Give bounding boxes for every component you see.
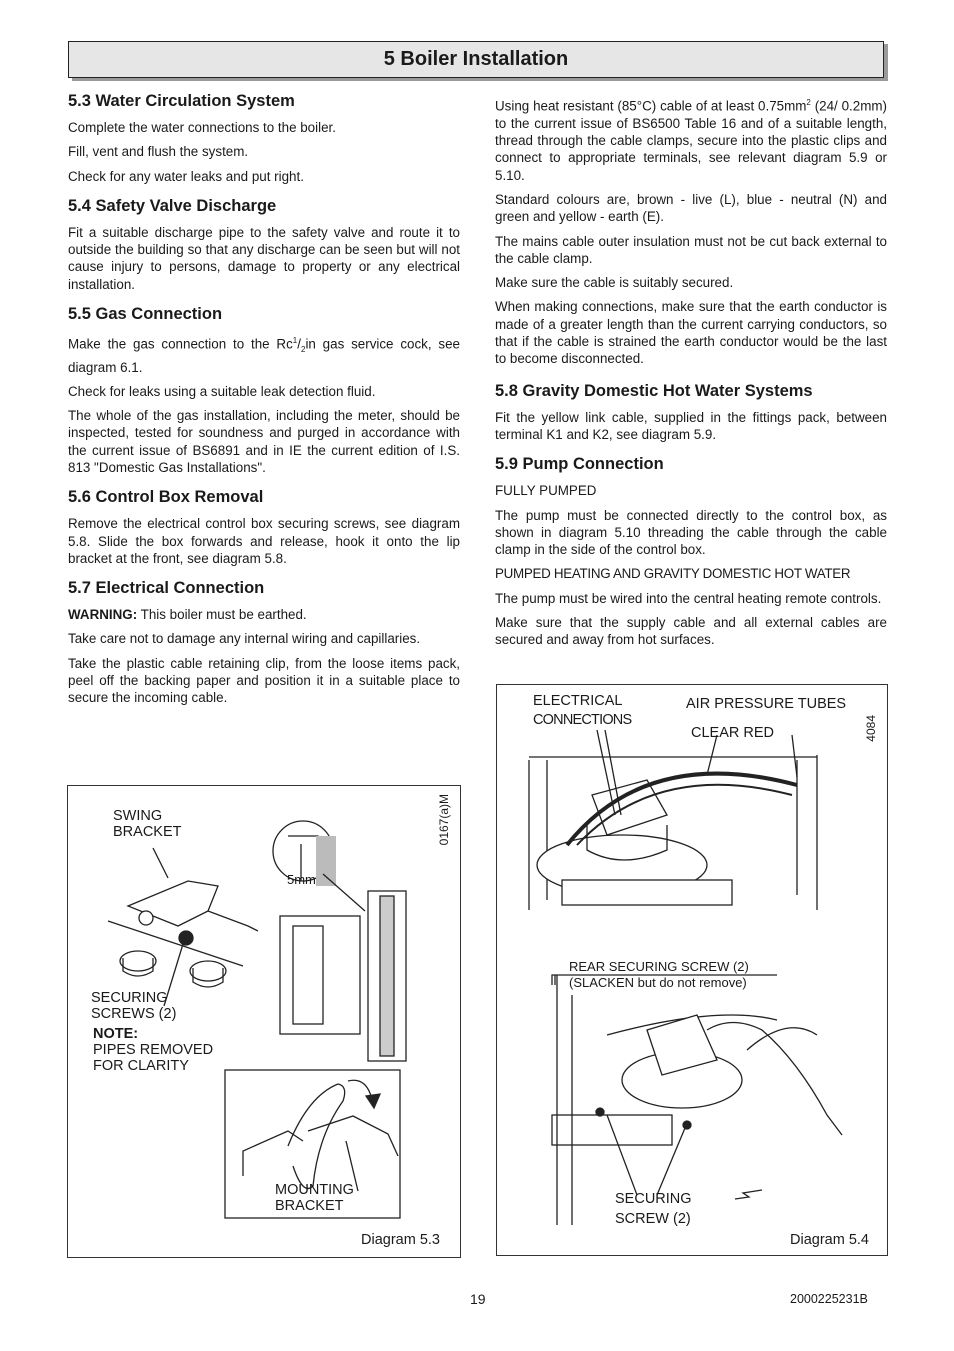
section-heading: 5.7 Electrical Connection <box>68 579 265 598</box>
diagram-ref: 0167(a)M <box>437 794 451 846</box>
warning-paragraph <box>68 606 460 623</box>
paragraph: Fit the yellow link cable, supplied in the fittings pack, between terminal K1 and K2, see diagram 5.9. <box>495 409 887 442</box>
label-clear-red: CLEAR RED <box>691 725 774 741</box>
label-line: REAR SECURING SCREW (2) <box>569 959 749 974</box>
paragraph: Fill, vent and flush the system. <box>68 144 249 160</box>
label-line: CONNECTIONS <box>533 712 632 728</box>
label-line: BRACKET <box>113 824 182 840</box>
section-5-6 <box>68 488 460 567</box>
label-electrical-connections <box>533 693 631 728</box>
text: in gas service cock, see diagram 6.1. <box>68 336 460 375</box>
label-5mm: 5mm <box>287 872 316 887</box>
paragraph: The pump must be wired into the central heating remote controls. <box>495 590 882 606</box>
paragraph: Check for leaks using a suitable leak detection fluid. <box>68 383 376 399</box>
label-line: PIPES REMOVED <box>93 1042 214 1058</box>
paragraph: The mains cable outer insulation must not be cut back external to the cable clamp. <box>495 233 887 266</box>
label-line: FOR CLARITY <box>93 1058 189 1074</box>
label-line: BRACKET <box>275 1198 344 1214</box>
paragraph: Make sure the cable is suitably secured. <box>495 275 734 291</box>
page-number: 19 <box>470 1291 486 1307</box>
section-5-8 <box>495 382 887 444</box>
paragraph: Take care not to damage any internal wiring and capillaries. <box>68 631 421 647</box>
label-rear-securing-screw <box>569 959 749 991</box>
diagram-5-4 <box>496 684 888 1256</box>
paragraph: PUMPED HEATING AND GRAVITY DOMESTIC HOT WATER <box>495 566 851 582</box>
paragraph: Check for any water leaks and put right. <box>68 168 304 184</box>
section-heading: 5.3 Water Circulation System <box>68 92 295 110</box>
superscript: 1 <box>292 336 298 346</box>
section-heading: 5.5 Gas Connection <box>68 305 223 324</box>
label-line: SCREWS (2) <box>91 1006 177 1022</box>
warning-text: This boiler must be earthed. <box>137 607 307 623</box>
subscript: 2 <box>300 345 306 355</box>
paragraph: The pump must be connected directly to the control box, as shown in diagram 5.10 threading the cable through the cable clamp in the side of the control box. <box>495 507 887 558</box>
paragraph: Remove the electrical control box securing screws, see diagram 5.8. Slide the box forwards and release, hook it onto the lip bracket at the front, see diagram 5.8. <box>68 516 460 566</box>
label-line: SCREW (2) <box>615 1211 691 1227</box>
page-title: 5 Boiler Installation <box>383 48 569 70</box>
right-column <box>495 94 887 661</box>
label-line: SECURING <box>91 990 168 1006</box>
text: Make the gas connection to the Rc <box>68 336 293 352</box>
label-line: SECURING <box>615 1191 692 1207</box>
paragraph: FULLY PUMPED <box>495 483 597 499</box>
label-securing-screws <box>91 990 176 1022</box>
section-5-5 <box>68 305 460 476</box>
section-heading: 5.8 Gravity Domestic Hot Water Systems <box>495 381 813 400</box>
section-5-7 <box>68 579 460 706</box>
section-heading: 5.4 Safety Valve Discharge <box>68 196 277 215</box>
text: / <box>297 336 301 352</box>
paragraph: Complete the water connections to the boiler. <box>68 120 336 135</box>
label-mounting-bracket <box>275 1182 354 1214</box>
section-5-3 <box>68 92 460 185</box>
paragraph: Take the plastic cable retaining clip, from the loose items pack, peel off the backing paper and position it in a suitable place to secure the incoming cable. <box>68 655 460 706</box>
diagram-caption: Diagram 5.3 <box>361 1232 440 1248</box>
label-air-pressure-tubes: AIR PRESSURE TUBES <box>686 696 847 712</box>
label-line: MOUNTING <box>275 1182 354 1198</box>
paragraph: Fit a suitable discharge pipe to the safety valve and route it to outside the building so that any discharge can be seen but will not cause injury to persons, damage to property or any electrical installation. <box>68 224 460 292</box>
section-heading: 5.6 Control Box Removal <box>68 488 264 507</box>
label-line: ELECTRICAL <box>533 693 623 709</box>
diagram-caption: Diagram 5.4 <box>790 1232 869 1248</box>
section-5-4 <box>68 197 460 293</box>
section-5-9 <box>495 455 887 648</box>
text: Using heat resistant (85°C) cable of at least 0.75mm <box>495 98 807 114</box>
page-title-box <box>68 41 884 78</box>
diagram-5-3 <box>67 785 461 1258</box>
label-note <box>93 1026 213 1074</box>
left-column <box>68 92 460 719</box>
section-heading: 5.9 Pump Connection <box>495 455 664 474</box>
label-swing-bracket <box>113 808 182 840</box>
paragraph: The whole of the gas installation, including the meter, should be inspected, tested for soundness and purged in accordance with the current issue of BS6891 and in IE the current edition of I.S. 813 "Domestic Gas Installations". <box>68 408 460 475</box>
paragraph: Standard colours are, brown - live (L), blue - neutral (N) and green and yellow - earth (E). <box>495 191 887 225</box>
paragraph <box>495 94 887 184</box>
label-line: SWING <box>113 808 163 824</box>
label-securing-screw <box>615 1191 692 1227</box>
note-label: NOTE: <box>93 1026 139 1042</box>
superscript: 2 <box>806 98 811 107</box>
warning-label: WARNING: <box>68 607 138 623</box>
paragraph: When making connections, make sure that the earth conductor is made of a greater length than the current carrying conductors, so that if the cable is strained the earth conductor would be the last to become disconnected. <box>495 299 887 367</box>
paragraph: Make sure that the supply cable and all external cables are secured and away from hot surfaces. <box>495 615 887 648</box>
text: (24/ 0.2mm) to the current issue of BS6500 Table 16 and of a suitable length, thread through the cable clamps, secure into the plastic clips and connect to appropriate terminals, see relevant diagram 5.9 or 5.10. <box>495 98 887 183</box>
label-line: (SLACKEN but do not remove) <box>569 975 747 990</box>
section-5-7-continued <box>495 94 887 368</box>
diagram-ref: 4084 <box>864 715 878 742</box>
document-code: 2000225231B <box>790 1292 868 1306</box>
paragraph <box>68 332 460 376</box>
